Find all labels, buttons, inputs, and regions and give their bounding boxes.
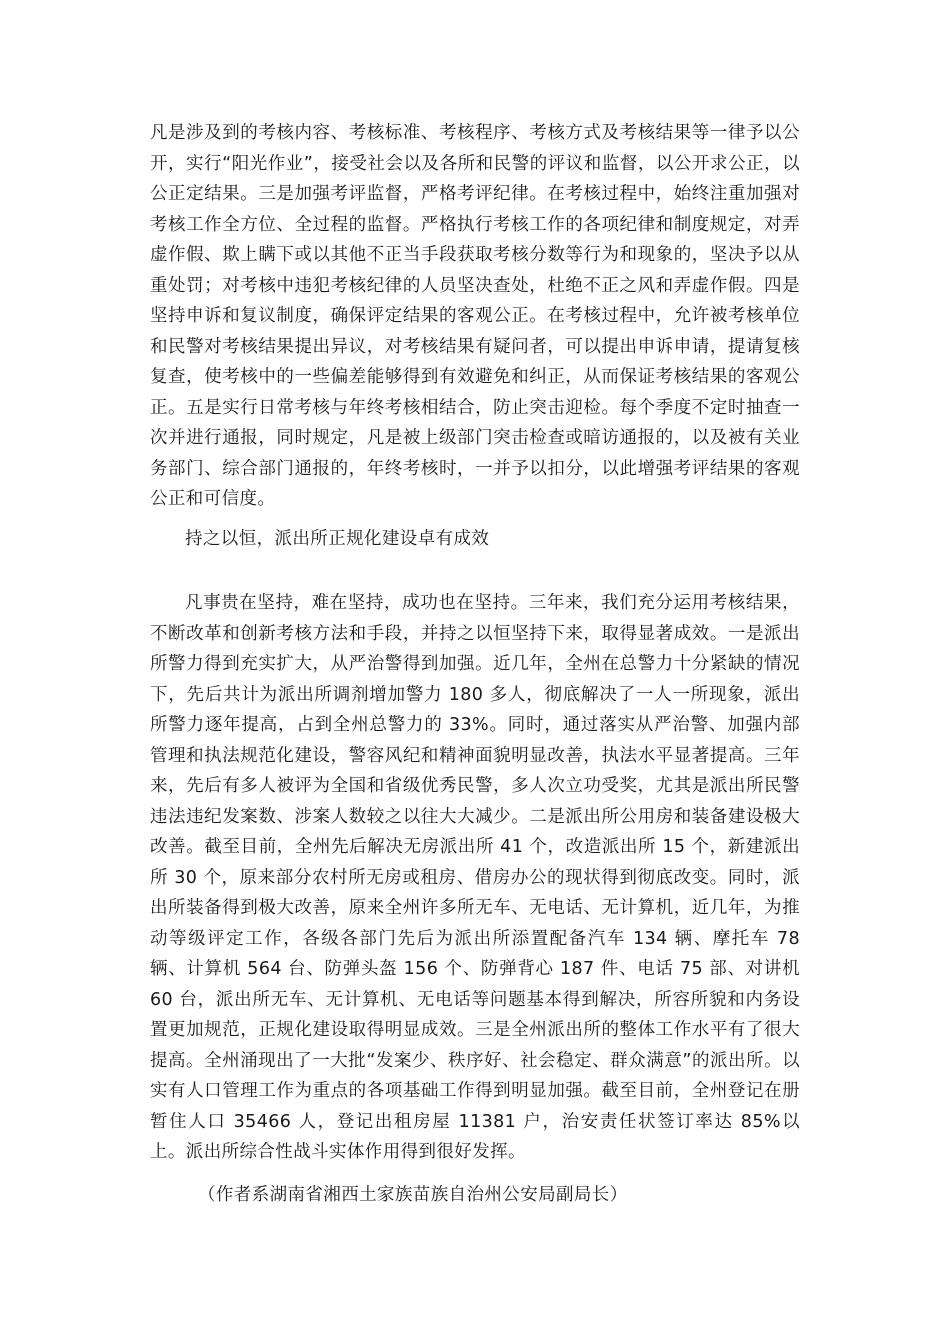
- section-heading: 持之以恒，派出所正规化建设卓有成效: [185, 529, 490, 549]
- document-page: [150, 0, 800, 1344]
- author-byline: （作者系湖南省湘西土家族苗族自治州公安局副局长）: [198, 1185, 628, 1205]
- body-paragraph-1: 凡是涉及到的考核内容、考核标准、考核程序、考核方式及考核结果等一律予以公开，实行“阳光作业”，接受社会以及各所和民警的评议和监督，以公开求公正，以公正定结果。三是加强考评监督，严格考评纪律。在考核过程中，始终注重加强对考核工作全方位、全过程的监督。严格执行考核工作的各项纪律和制度规定，对弄虚作假、欺上瞒下或以其他不正当手段获取考核分数等行为和现象的，坚决予以从重处罚；对考核中违犯考核纪律的人员坚决查处，杜绝不正之风和弄虚作假。四是坚持申诉和复议制度，确保评定结果的客观公正。在考核过程中，允许被考核单位和民警对考核结果提出异议，对考核结果有疑问者，可以提出申诉申请，提请复核复查，使考核中的一些偏差能够得到有效避免和纠正，从而保证考核结果的客观公正。五是实行日常考核与年终考核相结合，防止突击迎检。每个季度不定时抽查一次并进行通报，同时规定，凡是被上级部门突击检查或暗访通报的，以及被有关业务部门、综合部门通报的，年终考核时，一并予以扣分，以此增强考评结果的客观公正和可信度。: [150, 123, 800, 509]
- body-paragraph-2: 凡事贵在坚持，难在坚持，成功也在坚持。三年来，我们充分运用考核结果，不断改革和创新考核方法和手段，并持之以恒坚持下来，取得显著成效。一是派出所警力得到充实扩大，从严治警得到加强。近几年，全州在总警力十分紧缺的情况下，先后共计为派出所调剂增加警力 180 多人，彻底解决了一人一所现象，派出所警力逐年提高，占到全州总警力的 33%。同时，通过落实从严治警、加强内部管理和执法规范化建设，警容风纪和精神面貌明显改善，执法水平显著提高。三年来，先后有多人被评为全国和省级优秀民警，多人次立功受奖，尤其是派出所民警违法违纪发案数、涉案人数较之以往大大减少。二是派出所公用房和装备建设极大改善。截至目前，全州先后解决无房派出所 41 个，改造派出所 15 个，新建派出所 30 个，原来部分农村所无房或租房、借房办公的现状得到彻底改变。同时，派出所装备得到极大改善，原来全州许多所无车、无电话、无计算机，近几年，为推动等级评定工作，各级各部门先后为派出所添置配备汽车 134 辆、摩托车 78 辆、计算机 564 台、防弹头盔 156 个、防弹背心 187 件、电话 75 部、对讲机 60 台，派出所无车、无计算机、无电话等问题基本得到解决，所容所貌和内务设置更加规范，正规化建设取得明显成效。三是全州派出所的整体工作水平有了很大提高。全州涌现出了一大批“发案少、秩序好、社会稳定、群众满意”的派出所。以实有人口管理工作为重点的各项基础工作得到明显加强。截至目前，全州登记在册暂住人口 35466 人，登记出租房屋 11381 户，治安责任状签订率达 85%以上。派出所综合性战斗实体作用得到很好发挥。: [150, 593, 800, 1162]
